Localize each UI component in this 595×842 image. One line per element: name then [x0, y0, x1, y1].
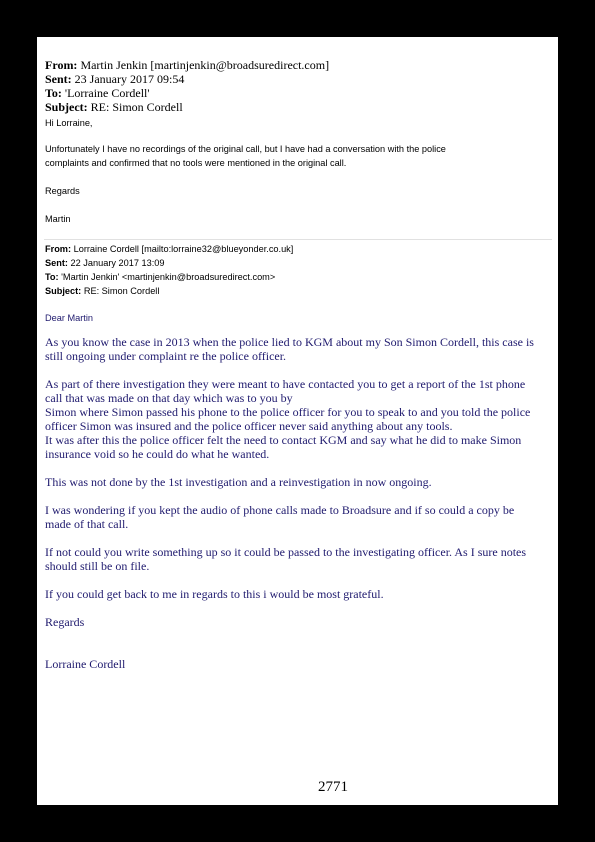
- original-subject-value: RE: Simon Cordell: [83, 286, 160, 296]
- body-line: As part of there investigation they were meant to have contacted you to get a report of the 1st phone: [45, 377, 526, 391]
- reply-body-line: Unfortunately I have no recordings of the original call, but I have had a conversation with the police: [45, 144, 446, 154]
- original-from-value: Lorraine Cordell [mailto:lorraine32@blueyonder.co.uk]: [73, 244, 294, 254]
- reply-sent-line: Sent: 23 January 2017 09:54: [45, 72, 185, 86]
- body-line: If you could get back to me in regards to this i would be most grateful.: [45, 587, 384, 601]
- body-line: This was not done by the 1st investigation and a reinvestigation in now ongoing.: [45, 475, 432, 489]
- body-line: officer Simon was insured and the police officer never said anything about any tools.: [45, 419, 453, 433]
- reply-subject-value: RE: Simon Cordell: [90, 100, 183, 114]
- reply-signoff: Martin: [45, 214, 71, 224]
- reply-from-line: From: Martin Jenkin [martinjenkin@broadsuredirect.com]: [45, 58, 330, 72]
- reply-greeting: Hi Lorraine,: [45, 118, 93, 128]
- original-sent-line: Sent: 22 January 2017 13:09: [45, 258, 165, 268]
- body-line: It was after this the police officer felt the need to contact KGM and say what he did to make Simon: [45, 433, 522, 447]
- body-line: call that was made on that day which was to you by: [45, 391, 293, 405]
- reply-body-line: complaints and confirmed that no tools were mentioned in the original call.: [45, 158, 347, 168]
- page-number: 2771: [318, 779, 348, 795]
- original-regards: Regards: [45, 615, 85, 629]
- original-salutation: Dear Martin: [45, 313, 93, 323]
- original-signoff: Lorraine Cordell: [45, 657, 126, 671]
- original-sent-value: 22 January 2017 13:09: [70, 258, 165, 268]
- document-page: [37, 37, 558, 805]
- original-to-value: 'Martin Jenkin' <martinjenkin@broadsuredirect.com>: [61, 272, 276, 282]
- body-line: As you know the case in 2013 when the police lied to KGM about my Son Simon Cordell, this case is: [45, 335, 534, 349]
- body-line: made of that call.: [45, 517, 129, 531]
- reply-regards: Regards: [45, 186, 80, 196]
- reply-sent-value: 23 January 2017 09:54: [74, 72, 185, 86]
- body-line: should still be on file.: [45, 559, 150, 573]
- reply-to-line: To: 'Lorraine Cordell': [45, 86, 150, 100]
- body-line: Simon where Simon passed his phone to the police officer for you to speak to and you told the police: [45, 405, 531, 419]
- body-line: If not could you write something up so it could be passed to the investigating officer. As I sure notes: [45, 545, 527, 559]
- reply-from-value: Martin Jenkin [martinjenkin@broadsuredirect.com]: [80, 58, 330, 72]
- reply-to-value: 'Lorraine Cordell': [64, 86, 150, 100]
- separator-rule: [44, 239, 552, 240]
- original-from-line: From: Lorraine Cordell [mailto:lorraine32@blueyonder.co.uk]: [45, 244, 294, 254]
- body-line: I was wondering if you kept the audio of phone calls made to Broadsure and if so could a copy be: [45, 503, 515, 517]
- original-to-line: To: 'Martin Jenkin' <martinjenkin@broadsuredirect.com>: [45, 272, 276, 282]
- body-line: still ongoing under complaint re the police officer.: [45, 349, 287, 363]
- reply-subject-line: Subject: RE: Simon Cordell: [45, 100, 183, 114]
- body-line: insurance void so he could do what he wanted.: [45, 447, 270, 461]
- original-subject-line: Subject: RE: Simon Cordell: [45, 286, 160, 296]
